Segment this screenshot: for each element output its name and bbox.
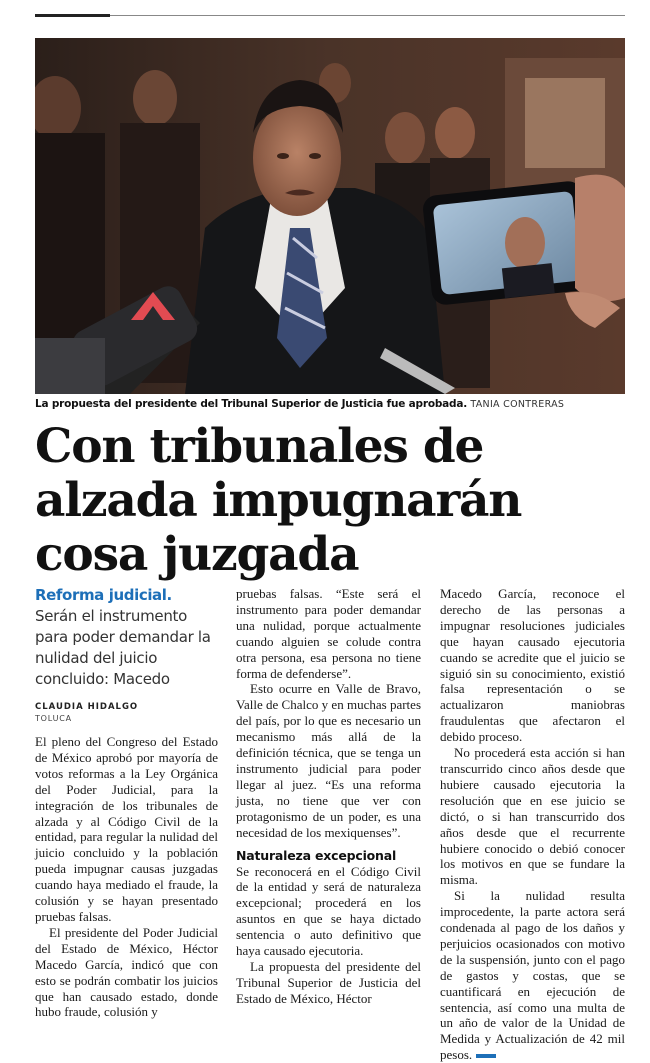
photo-credit: TANIA CONTRERAS	[470, 399, 565, 410]
column-3	[440, 586, 625, 1063]
deck: Serán el instrumento para poder demandar la nulidad del juicio concluido: Macedo	[35, 607, 211, 688]
column-1	[35, 586, 218, 1020]
paragraph: La propuesta del presidente del Tribunal Superior de Justicia del Estado de México, Héctor	[236, 958, 421, 1006]
paragraph: El presidente del Poder Judicial del Estado de México, Héctor Macedo García, indicó que con esto se podrán combatir los juicios que han causado estado, donde hubo fraude, colusión y	[35, 924, 218, 1020]
author-byline: CLAUDIA HIDALGO	[35, 702, 139, 712]
photo-caption	[35, 398, 625, 410]
paragraph-final	[440, 888, 625, 1063]
article-photo	[35, 38, 625, 394]
paragraph: No procederá esta acción si han transcurrido cinco años desde que hubiere causado ejecutoria la resolución que en ese juicio se dictó, o si han transcurrido dos años desde que el recurrente hubiere conocido o debió conocer los motivos en que se fundare la misma.	[440, 745, 625, 888]
paragraph: Se reconocerá en el Código Civil de la entidad y será de naturaleza excepcional; procederá en los asuntos en que se haya dictado sentencia o auto definitivo que haya causado ejecutoria.	[236, 863, 421, 959]
paragraph-final-text: Si la nulidad resulta improcedente, la parte actora será condenada al pago de los daños y perjuicios ocasionados con motivo de la suspensión, junto con el pago de gastos y costas, que se cuantificará en ejecución de sentencia, así como una multa de un año de valor de la Unidad de Medida y Actualización de 42 mil pesos.	[440, 888, 625, 1063]
paragraph: Macedo García, reconoce el derecho de las personas a impugnar resoluciones judiciales que hayan causado ejecutoria cuando se acredite que el juicio se siguió sin su conocimiento, existió falsa representación o se actualizaron maniobras fraudulentas que afectaron el debido proceso.	[440, 586, 625, 745]
end-mark	[476, 1054, 496, 1058]
section-rule	[110, 15, 625, 16]
column-2	[236, 586, 421, 1007]
paragraph: El pleno del Congreso del Estado de México aprobó por mayoría de votos reformas a la Ley Orgánica del Poder Judicial, para la integración de los tribunales de alzada y al Código Civil de la entidad, para regular la nulidad del juicio concluido y la población pueda impugnar causas juzgadas cuando haya mediado el fraude, la colusión y se hayan presentado pruebas falsas.	[35, 734, 218, 924]
caption-text: La propuesta del presidente del Tribunal Superior de Justicia fue aprobada.	[35, 398, 468, 410]
dateline-location: TOLUCA	[35, 714, 72, 723]
subhead: Naturaleza excepcional	[236, 847, 397, 863]
headline: Con tribunales de alzada impugnarán cosa juzgada	[35, 419, 522, 582]
kicker: Reforma judicial.	[35, 586, 172, 604]
section-rule-accent	[35, 14, 110, 17]
paragraph: pruebas falsas. “Este será el instrumento para poder demandar una nulidad, porque actualmente cuando alguien se colude contra otra persona, esa persona no tiene forma de defenderse”.	[236, 586, 421, 681]
paragraph: Esto ocurre en Valle de Bravo, Valle de Chalco y en muchas partes del país, por lo que es necesario un mecanismo más allá de la definición técnica, que se tenga un instrumento judicial para poder llegar al juez. “Es una reforma justa, no tiene que ver con protagonismo de un poder, es una necesidad de los mexiquenses”.	[236, 681, 421, 840]
